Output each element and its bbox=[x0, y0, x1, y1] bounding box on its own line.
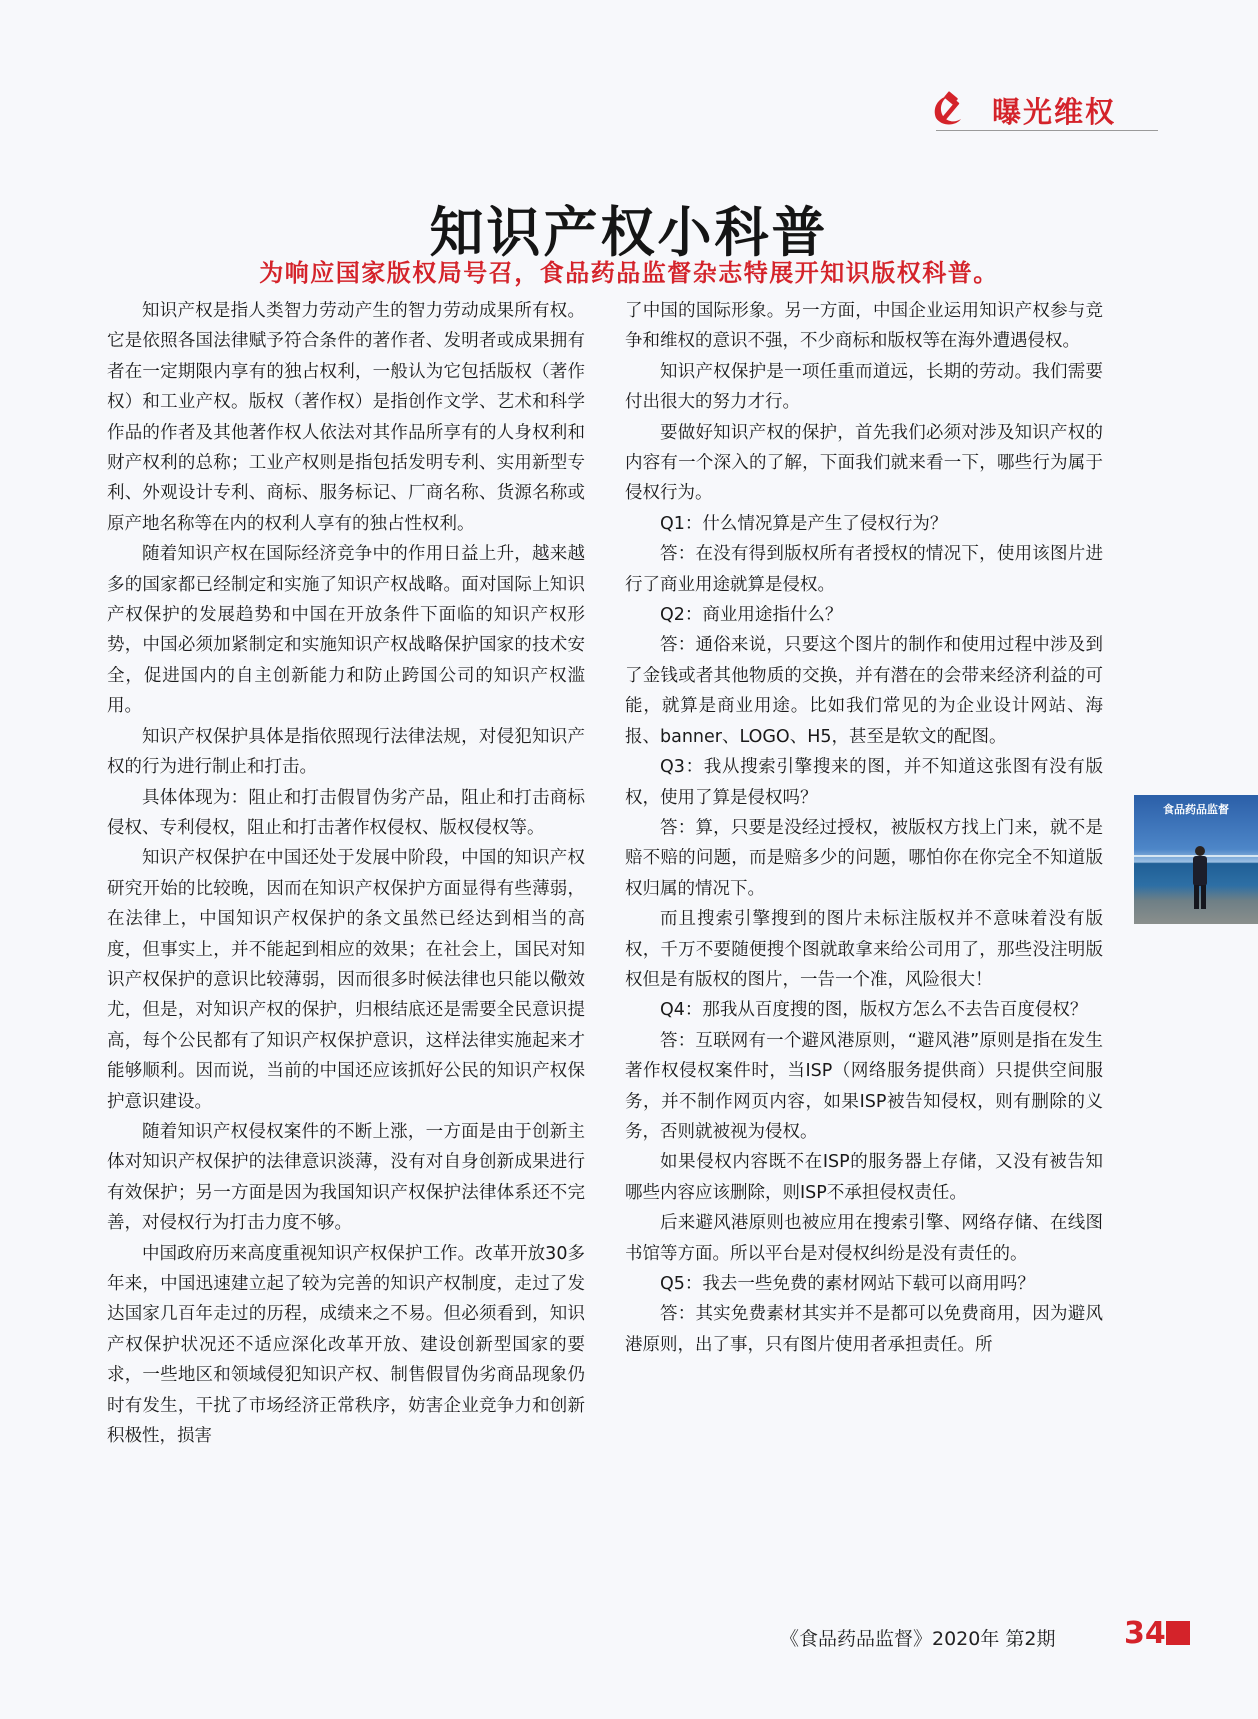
paragraph: Q1：什么情况算是产生了侵权行为？ bbox=[660, 513, 948, 534]
paragraph: 答：通俗来说，只要这个图片的制作和使用过程中涉及到了金钱或者其他物质的交换，并有潜在的会带来经济利益的可能，就算是商业用途。比如我们常见的为企业设计网站、海报、banner、LOGO、H5，甚至是软文的配图。 bbox=[625, 635, 1103, 747]
article-subtitle: 为响应国家版权局号召，食品药品监督杂志特展开知识版权科普。 bbox=[259, 259, 999, 287]
reporter-photo bbox=[1134, 795, 1258, 924]
paragraph: 要做好知识产权的保护，首先我们必须对涉及知识产权的内容有一个深入的了解，下面我们就来看一下，哪些行为属于侵权行为。 bbox=[625, 422, 1103, 504]
person-figure-icon bbox=[1190, 845, 1210, 911]
section-header bbox=[928, 86, 1168, 132]
paragraph: 答：在没有得到版权所有者授权的情况下，使用该图片进行了商业用途就算是侵权。 bbox=[625, 544, 1103, 595]
paragraph: 答：算，只要是没经过授权，被版权方找上门来，就不是赔不赔的问题，而是赔多少的问题，哪怕你在你完全不知道版权归属的情况下。 bbox=[625, 817, 1103, 899]
paragraph: 知识产权保护具体是指依照现行法律法规，对侵犯知识产权的行为进行制止和打击。 bbox=[107, 726, 585, 778]
right-column bbox=[625, 296, 1103, 1360]
page-marker bbox=[1166, 1621, 1190, 1645]
paragraph: 答：其实免费素材其实并不是都可以免费商用，因为避风港原则，出了事，只有图片使用者承担责任。所 bbox=[625, 1304, 1103, 1355]
paragraph: Q5：我去一些免费的素材网站下载可以商用吗？ bbox=[660, 1274, 1035, 1294]
paragraph: 随着知识产权侵权案件的不断上涨，一方面是由于创新主体对知识产权保护的法律意识淡薄，没有对自身创新成果进行有效保护；另一方面是因为我国知识产权保护法律体系还不完善，对侵权行为打击力度不够。 bbox=[107, 1121, 585, 1234]
paragraph: 知识产权保护是一项任重而道远，长期的劳动。我们需要付出很大的努力才行。 bbox=[625, 361, 1103, 413]
section-title: 曝光维权 bbox=[992, 95, 1117, 129]
paragraph: 中国政府历来高度重视知识产权保护工作。改革开放30多年来，中国迅速建立起了较为完善的知识产权制度，走过了发达国家几百年走过的历程，成绩来之不易。但必须看到，知识产权保护状况还不适应深化改革开放、建设创新型国家的要求，一些地区和领域侵犯知识产权、制售假冒伪劣商品现象仍时有发生，干扰了市场经济正常秩序，妨害企业竞争力和创新积极性，损害 bbox=[107, 1243, 585, 1447]
paragraph: 后来避风港原则也被应用在搜索引擎、网络存储、在线图书馆等方面。所以平台是对侵权纠纷是没有责任的。 bbox=[625, 1213, 1103, 1264]
paragraph: 知识产权是指人类智力劳动产生的智力劳动成果所有权。它是依照各国法律赋予符合条件的著作者、发明者或成果拥有者在一定期限内享有的独占权利，一般认为它包括版权（著作权）和工业产权。版权（著作权）是指创作文学、艺术和科学作品的作者及其他著作权人依法对其作品所享有的人身权利和财产权利的总称；工业产权则是指包括发明专利、实用新型专利、外观设计专利、商标、服务标记、厂商名称、货源名称或原产地名称等在内的权利人享有的独占性权利。 bbox=[107, 301, 585, 534]
article-title: 知识产权小科普 bbox=[429, 200, 829, 264]
paragraph: 具体体现为：阻止和打击假冒伪劣产品，阻止和打击商标侵权、专利侵权，阻止和打击著作权侵权、版权侵权等。 bbox=[107, 787, 585, 838]
photo-caption: 食品药品监督 bbox=[1163, 803, 1229, 816]
journal-issue: 《食品药品监督》2020年 第2期 bbox=[780, 1628, 1056, 1650]
paragraph: Q3：我从搜索引擎搜来的图，并不知道这张图有没有版权，使用了算是侵权吗？ bbox=[625, 757, 1103, 808]
paragraph: 知识产权保护在中国还处于发展中阶段，中国的知识产权研究开始的比较晚，因而在知识产权保护方面显得有些薄弱，在法律上，中国知识产权保护的条文虽然已经达到相当的高度，但事实上，并不能起到相应的效果；在社会上，国民对知识产权保护的意识比较薄弱，因而很多时候法律也只能以儆效尤，但是，对知识产权的保护，归根结底还是需要全民意识提高，每个公民都有了知识产权保护意识，这样法律实施起来才能够顺利。因而说，当前的中国还应该抓好公民的知识产权保护意识建设。 bbox=[107, 848, 585, 1112]
paragraph: Q2：商业用途指什么？ bbox=[660, 605, 843, 626]
paragraph: 答：互联网有一个避风港原则，“避风港”原则是指在发生著作权侵权案件时，当ISP（网络服务提供商）只提供空间服务，并不制作网页内容，如果ISP被告知侵权，则有删除的义务，否则就被视为侵权。 bbox=[625, 1030, 1103, 1142]
section-divider bbox=[936, 130, 1158, 131]
page-number: 34 bbox=[1124, 1616, 1166, 1651]
left-column bbox=[107, 296, 585, 1451]
paragraph: 如果侵权内容既不在ISP的服务器上存储，又没有被告知哪些内容应该删除，则ISP不承担侵权责任。 bbox=[625, 1152, 1103, 1203]
paragraph: 随着知识产权在国际经济竞争中的作用日益上升，越来越多的国家都已经制定和实施了知识产权战略。面对国际上知识产权保护的发展趋势和中国在开放条件下面临的知识产权形势，中国必须加紧制定和实施知识产权战略保护国家的技术安全，促进国内的自主创新能力和防止跨国公司的知识产权滥用。 bbox=[107, 544, 585, 717]
paragraph: 了中国的国际形象。另一方面，中国企业运用知识产权参与竞争和维权的意识不强，不少商标和版权等在海外遭遇侵权。 bbox=[625, 301, 1103, 352]
paragraph: Q4：那我从百度搜的图，版权方怎么不去告百度侵权？ bbox=[660, 1000, 1088, 1021]
hammer-sickle-icon bbox=[928, 90, 968, 130]
paragraph: 而且搜索引擎搜到的图片未标注版权并不意味着没有版权，千万不要随便搜个图就敢拿来给公司用了，那些没注明版权但是有版权的图片，一告一个准，风险很大！ bbox=[625, 909, 1103, 990]
